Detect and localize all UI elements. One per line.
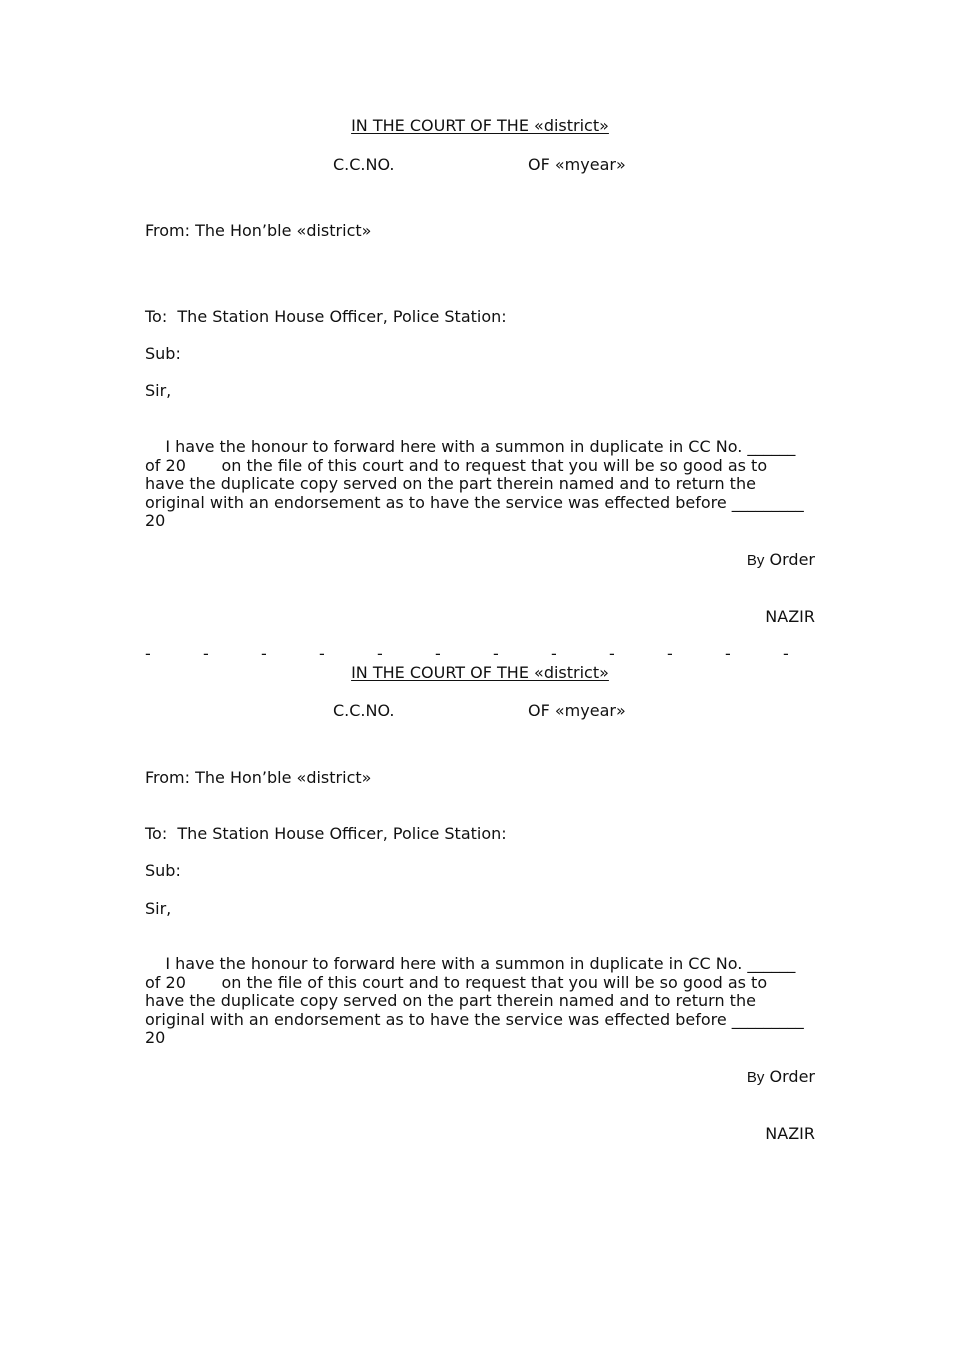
ccno-label: C.C.NO. bbox=[333, 155, 395, 174]
body-line: of 20 on the file of this court and to request that you will be so good as to bbox=[145, 972, 768, 992]
body-paragraph bbox=[145, 955, 815, 1048]
separator-dash: - bbox=[203, 644, 209, 663]
separator-dash: - bbox=[783, 644, 789, 663]
separator-dash: - bbox=[493, 644, 499, 663]
ccno-label: C.C.NO. bbox=[333, 701, 395, 720]
body-line: 20 bbox=[145, 1028, 166, 1048]
order-label: Order bbox=[769, 550, 815, 569]
by-label: By bbox=[746, 1069, 765, 1086]
by-order bbox=[145, 1067, 815, 1087]
signatory: NAZIR bbox=[765, 1124, 815, 1143]
to-line: To: The Station House Officer, Police Station: bbox=[145, 824, 507, 843]
separator-dash: - bbox=[435, 644, 441, 663]
separator-dash: - bbox=[551, 644, 557, 663]
of-year: OF «myear» bbox=[528, 701, 626, 720]
court-title: IN THE COURT OF THE «district» bbox=[351, 663, 609, 682]
separator-dash: - bbox=[319, 644, 325, 663]
order-label: Order bbox=[769, 1067, 815, 1086]
body-line: I have the honour to forward here with a summon in duplicate in CC No. ______ bbox=[145, 437, 796, 456]
separator-dash: - bbox=[145, 644, 151, 663]
body-line: have the duplicate copy served on the part therein named and to return the bbox=[145, 991, 756, 1011]
separator-dash: - bbox=[725, 644, 731, 663]
salutation: Sir, bbox=[145, 899, 172, 918]
court-title: IN THE COURT OF THE «district» bbox=[351, 116, 609, 135]
body-line: have the duplicate copy served on the part therein named and to return the bbox=[145, 474, 756, 494]
to-line: To: The Station House Officer, Police Station: bbox=[145, 307, 507, 326]
sub-line: Sub: bbox=[145, 344, 181, 363]
body-line: of 20 on the file of this court and to request that you will be so good as to bbox=[145, 455, 768, 475]
from-line: From: The Hon’ble «district» bbox=[145, 221, 372, 240]
body-line: original with an endorsement as to have the service was effected before _________ bbox=[145, 492, 804, 512]
body-line: I have the honour to forward here with a summon in duplicate in CC No. ______ bbox=[145, 954, 796, 973]
signatory: NAZIR bbox=[765, 607, 815, 626]
separator-dash: - bbox=[609, 644, 615, 663]
by-label: By bbox=[746, 552, 765, 569]
cut-separator bbox=[145, 644, 815, 663]
body-paragraph bbox=[145, 438, 815, 531]
body-line: original with an endorsement as to have the service was effected before _________ bbox=[145, 1009, 804, 1029]
of-year: OF «myear» bbox=[528, 155, 626, 174]
separator-dash: - bbox=[667, 644, 673, 663]
salutation: Sir, bbox=[145, 381, 172, 400]
separator-dash: - bbox=[261, 644, 267, 663]
separator-dash: - bbox=[377, 644, 383, 663]
sub-line: Sub: bbox=[145, 861, 181, 880]
body-line: 20 bbox=[145, 511, 166, 531]
from-line: From: The Hon’ble «district» bbox=[145, 768, 372, 787]
by-order bbox=[145, 550, 815, 570]
